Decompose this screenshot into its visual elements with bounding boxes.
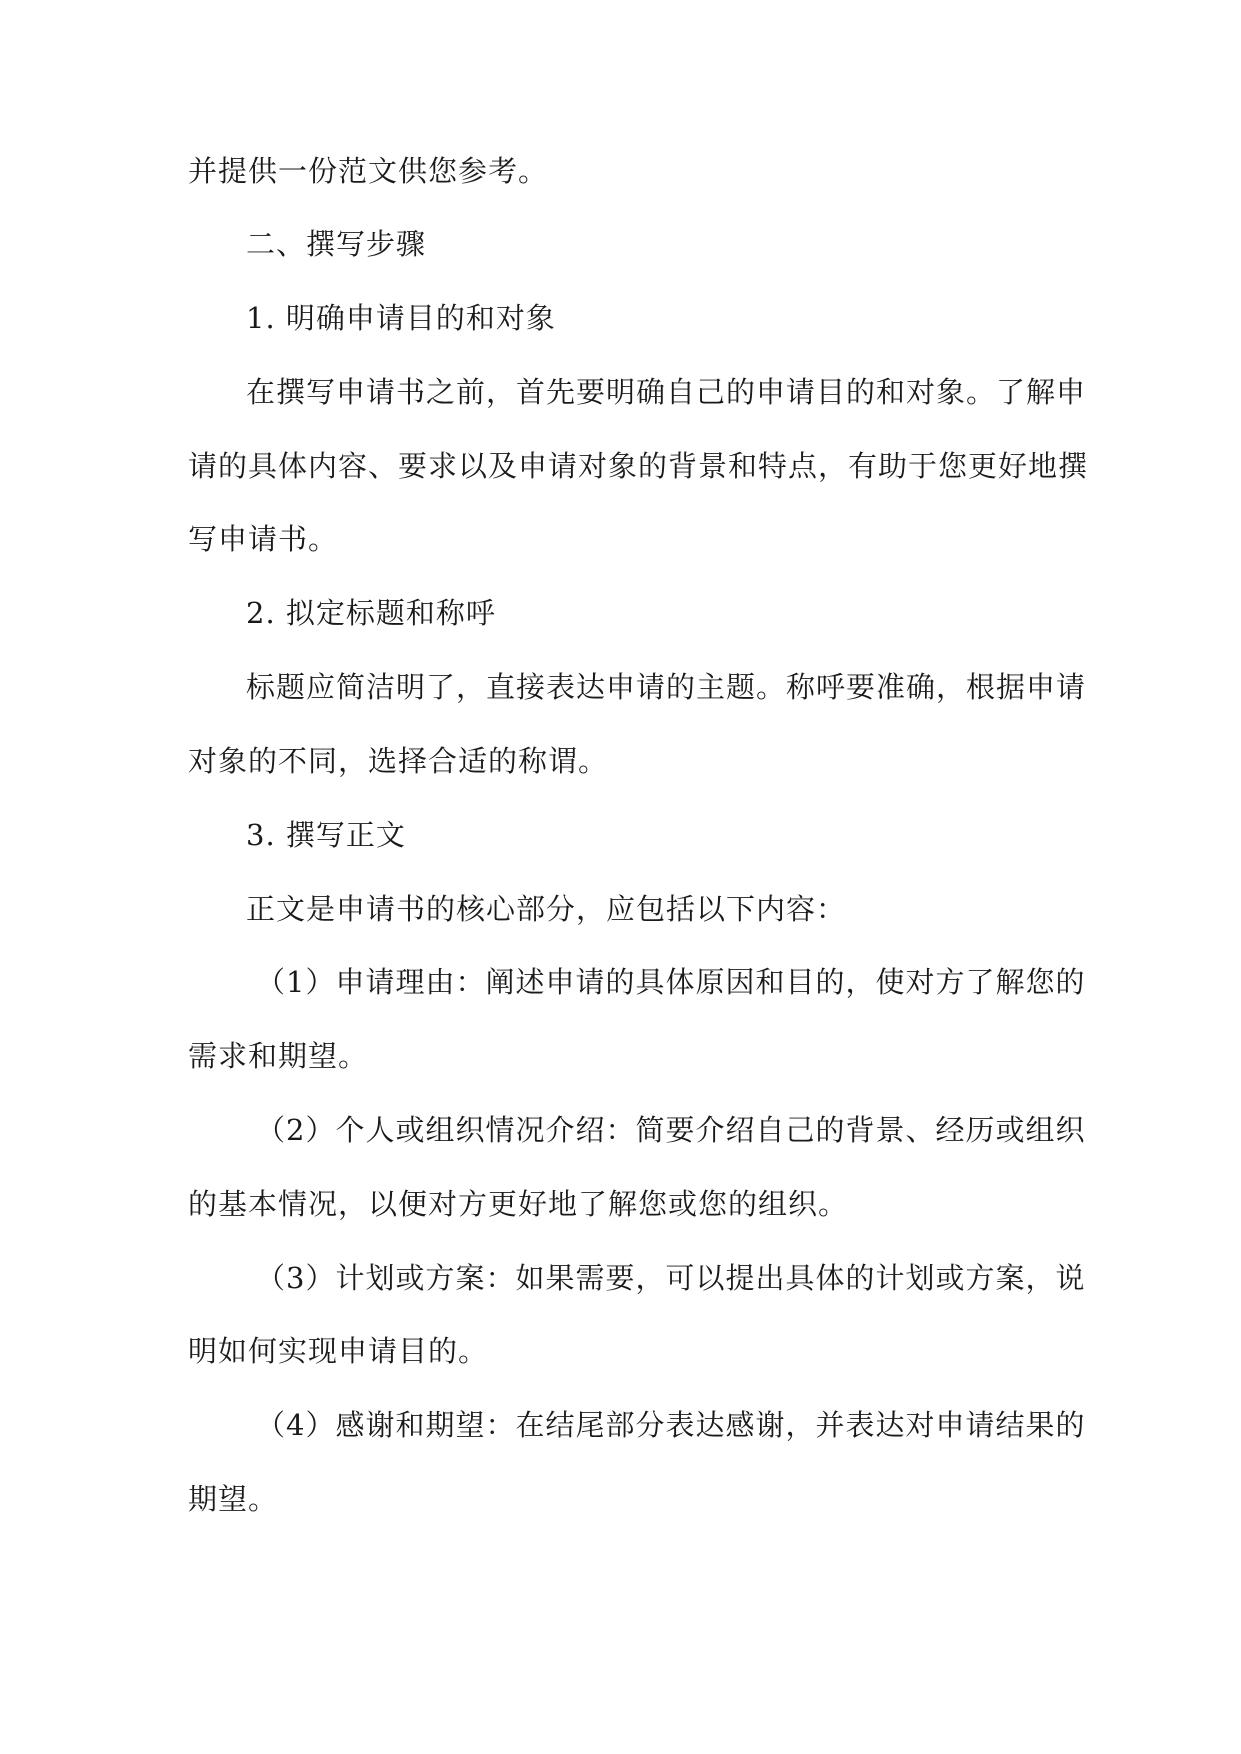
- body-text-line: 标题应简洁明了，直接表达申请的主题。称呼要准确，根据申请: [246, 670, 1087, 704]
- body-text-line: 在撰写申请书之前，首先要明确自己的申请目的和对象。了解申: [246, 375, 1087, 409]
- body-text-line: 写申请书。: [188, 522, 339, 556]
- list-item-line: （4）感谢和期望：在结尾部分表达感谢，并表达对申请结果的: [256, 1408, 1086, 1442]
- list-item-line: （2）个人或组织情况介绍：简要介绍自己的背景、经历或组织: [256, 1113, 1086, 1147]
- list-item-line: （3）计划或方案：如果需要，可以提出具体的计划或方案，说: [256, 1261, 1086, 1295]
- subsection-heading: 1. 明确申请目的和对象: [246, 301, 556, 335]
- list-item-line: 需求和期望。: [188, 1039, 369, 1073]
- subsection-heading: 3. 撰写正文: [246, 818, 406, 852]
- body-text-line: 正文是申请书的核心部分，应包括以下内容：: [246, 892, 847, 926]
- body-text-line: 请的具体内容、要求以及申请对象的背景和特点，有助于您更好地撰: [188, 449, 1089, 483]
- subsection-heading: 2. 拟定标题和称呼: [246, 596, 496, 630]
- section-heading: 二、撰写步骤: [246, 227, 427, 261]
- list-item-line: 期望。: [188, 1482, 279, 1516]
- body-text-line: 并提供一份范文供您参考。: [188, 154, 549, 188]
- list-item-line: （1）申请理由：阐述申请的具体原因和目的，使对方了解您的: [256, 965, 1086, 999]
- list-item-line: 明如何实现申请目的。: [188, 1334, 489, 1368]
- body-text-line: 对象的不同，选择合适的称谓。: [188, 744, 609, 778]
- list-item-line: 的基本情况，以便对方更好地了解您或您的组织。: [188, 1187, 849, 1221]
